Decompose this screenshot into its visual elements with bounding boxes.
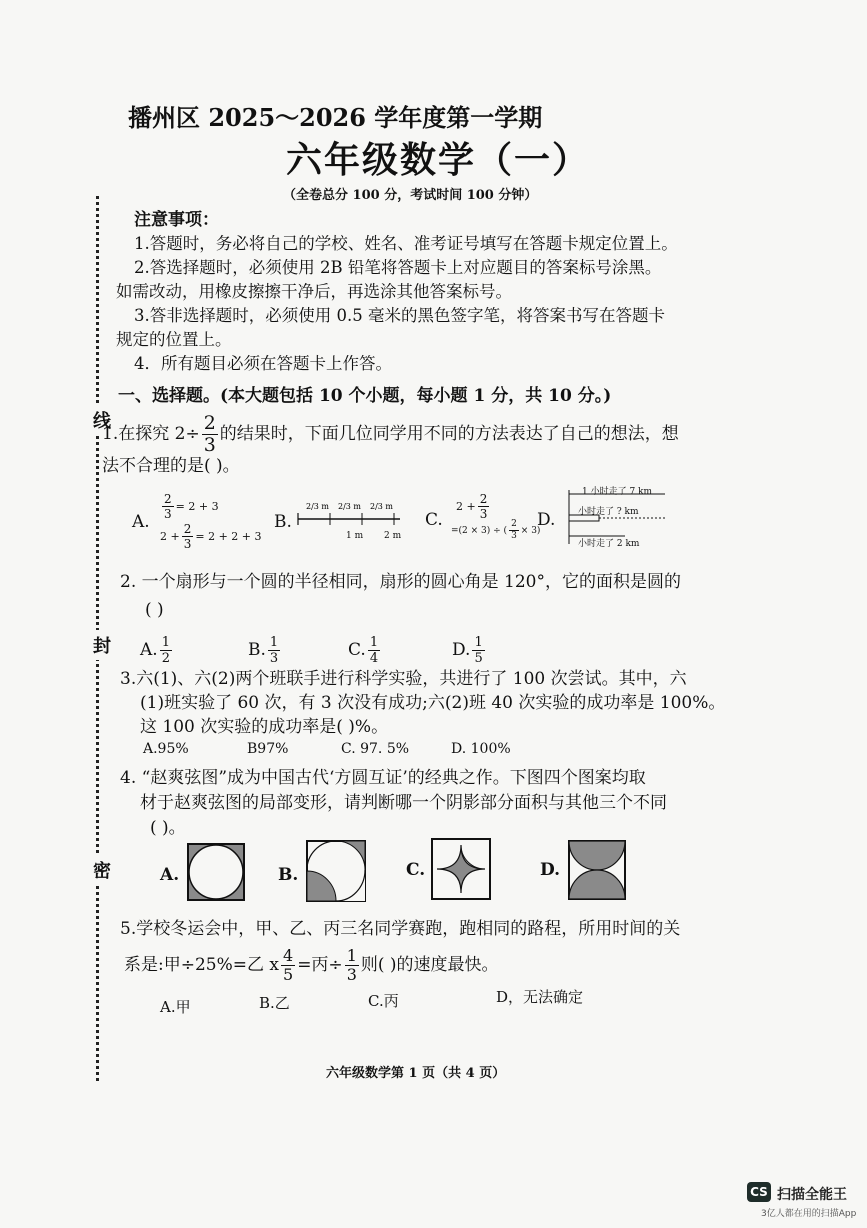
q1-suffix: 的结果时，下面几位同学用不同的方法表达了自己的想法，想 <box>219 424 679 444</box>
question-4-line2: 材于赵爽弦图的局部变形，请判断哪一个阴影部分面积与其他三个不同 <box>140 793 667 813</box>
q1-c-eq2-end: × 3) <box>520 525 541 536</box>
note-1: 1.答题时，务必将自己的学校、姓名、准考证号填写在答题卡规定位置上。 <box>134 234 678 253</box>
q3-option-d: D. 100% <box>451 741 511 757</box>
q1-d-mid-label: 小时走了 ? km <box>578 507 639 517</box>
question-5-line2 <box>124 948 499 983</box>
q2-option-a <box>140 636 174 665</box>
q2-c-label: C. <box>348 640 366 660</box>
margin-label-seal: 封 <box>93 630 111 660</box>
q1-option-a-line1 <box>160 493 219 520</box>
q2-b-label: B. <box>248 640 266 660</box>
q4-option-c-label: C. <box>406 860 426 880</box>
q2-b-fraction: $\frac{1}{3}$ <box>269 635 279 666</box>
q1-frac-den: 3 <box>203 434 216 456</box>
q5-fraction-2: $\frac{1}{3}$ <box>346 946 357 984</box>
svg-text:2/3 m: 2/3 m <box>306 502 330 511</box>
q1-frac-num: 2 <box>203 412 216 434</box>
q1-option-c-line2 <box>451 520 540 541</box>
q2-d-fraction: $\frac{1}{5}$ <box>474 635 483 666</box>
q1-a-eq2-start: 2 + <box>160 530 180 543</box>
q2-option-d <box>452 636 487 665</box>
q2-c-fraction: $\frac{1}{4}$ <box>369 635 379 666</box>
q1-option-c-label: C. <box>425 510 443 530</box>
q2-option-c <box>348 636 382 665</box>
q1-c-fraction-2: $\frac{2}{3}$ <box>511 519 517 541</box>
q5-part-c: 则( )的速度最快。 <box>360 955 499 975</box>
q4-figure-b <box>306 840 366 902</box>
question-3-line2: (1)班实验了 60 次，有 3 次没有成功;六(2)班 40 次实验的成功率是 100%。 <box>140 693 726 713</box>
q1-d-bot-label: 小时走了 2 km <box>578 539 640 549</box>
q1-option-a-label: A. <box>132 512 150 532</box>
q5-fraction-1: $\frac{4}{5}$ <box>283 946 294 984</box>
question-3-line3: 这 100 次实验的成功率是( )%。 <box>140 717 389 737</box>
page-title: 六年级数学（一） <box>286 139 591 181</box>
svg-text:2/3 m: 2/3 m <box>370 502 394 511</box>
cs-logo-icon: CS <box>747 1182 771 1202</box>
margin-label-line: 线 <box>93 405 111 435</box>
q2-a-label: A. <box>140 640 158 660</box>
svg-text:2/3 m: 2/3 m <box>338 502 362 511</box>
q1-a-eq1: = 2 + 3 <box>175 500 219 513</box>
q2-d-label: D. <box>452 640 471 660</box>
note-4: 4．所有题目必须在答题卡上作答。 <box>134 354 392 373</box>
q4-figure-a <box>187 843 245 901</box>
q2-a-fraction: $\frac{1}{2}$ <box>161 635 170 666</box>
score-note: （全卷总分 100 分，考试时间 100 分钟） <box>283 188 538 203</box>
q2-blank: ( ) <box>145 600 164 620</box>
note-2a: 2.答选择题时，必须使用 2B 铅笔将答题卡上对应题目的答案标号涂黑。 <box>134 258 662 277</box>
question-4-line1: 4. “赵爽弦图”成为中国古代‘方圆互证’的经典之作。下图四个图案均取 <box>120 768 646 788</box>
q3-option-c: C. 97. 5% <box>341 741 410 757</box>
q1-option-d-label: D. <box>537 510 556 530</box>
q1-fraction <box>202 414 218 455</box>
question-1-line2: 法不合理的是( )。 <box>102 456 240 476</box>
question-5-line1: 5.学校冬运会中，甲、乙、丙三名同学赛跑，跑相同的路程，所用时间的关 <box>120 919 681 939</box>
note-2b: 如需改动，用橡皮擦擦干净后，再选涂其他答案标号。 <box>116 282 512 301</box>
q4-option-b-label: B. <box>278 865 299 885</box>
q1-c-fraction: $\frac{2}{3}$ <box>479 492 488 521</box>
q1-c-eq2-start: =(2 × 3) ÷ ( <box>451 525 508 536</box>
q1-b-mark-2m: 2 m <box>384 531 402 541</box>
q5-part-b: =丙÷ <box>297 955 343 975</box>
exam-district-term: 播州区 2025～2026 学年度第一学期 <box>128 103 543 132</box>
watermark-tagline: 3亿人都在用的扫描App <box>761 1209 857 1219</box>
question-2: 2. 一个扇形与一个圆的半径相同，扇形的圆心角是 120°，它的面积是圆的 <box>120 572 681 592</box>
note-3b: 规定的位置上。 <box>116 330 232 349</box>
q3-option-a: A.95% <box>143 741 189 757</box>
question-3-line1: 3.六(1)、六(2)两个班联手进行科学实验，共进行了 100 次尝试。其中，六 <box>120 669 687 689</box>
notes-heading: 注意事项： <box>134 210 219 230</box>
q1-b-mark-1m: 1 m <box>346 531 364 541</box>
q1-option-b-label: B. <box>274 512 292 532</box>
question-1-line1 <box>102 414 679 455</box>
section-heading: 一、选择题。(本大题包括 10 个小题，每小题 1 分，共 10 分。) <box>118 386 612 406</box>
q4-figure-d <box>568 840 626 900</box>
q1-a-fraction: $\frac{2}{3}$ <box>164 492 172 521</box>
q5-part-a: 系是:甲÷25%=乙 x <box>124 955 279 975</box>
q4-option-a-label: A. <box>160 865 180 885</box>
q5-option-d: D，无法确定 <box>496 988 584 1006</box>
q1-c-eq1: 2 + <box>456 500 476 513</box>
note-3a: 3.答非选择题时，必须使用 0.5 毫米的黑色签字笔，将答案书写在答题卡 <box>134 306 665 325</box>
q5-option-b: B.乙 <box>259 994 290 1012</box>
watermark-app-name: 扫描全能王 <box>777 1187 847 1203</box>
scanner-watermark <box>747 1182 857 1220</box>
q1-prefix: 1.在探究 2÷ <box>102 424 200 444</box>
q1-option-c-line1 <box>456 493 491 520</box>
q3-option-b: B97% <box>247 741 289 757</box>
q4-figure-c <box>431 838 491 900</box>
q5-option-c: C.丙 <box>368 992 399 1010</box>
q5-option-a: A.甲 <box>160 998 191 1016</box>
q1-a-fraction-2: $\frac{2}{3}$ <box>183 522 192 551</box>
q1-option-a-line2 <box>160 523 262 550</box>
q2-option-b <box>248 636 282 665</box>
q4-option-d-label: D. <box>540 860 561 880</box>
q1-d-top-label: 1 小时走了 7 km <box>582 487 653 497</box>
q1-a-eq2-end: = 2 + 2 + 3 <box>195 530 262 543</box>
page-footer: 六年级数学第 1 页（共 4 页） <box>326 1066 506 1081</box>
margin-label-dense: 密 <box>93 855 111 885</box>
question-4-line3: ( )。 <box>150 818 186 838</box>
